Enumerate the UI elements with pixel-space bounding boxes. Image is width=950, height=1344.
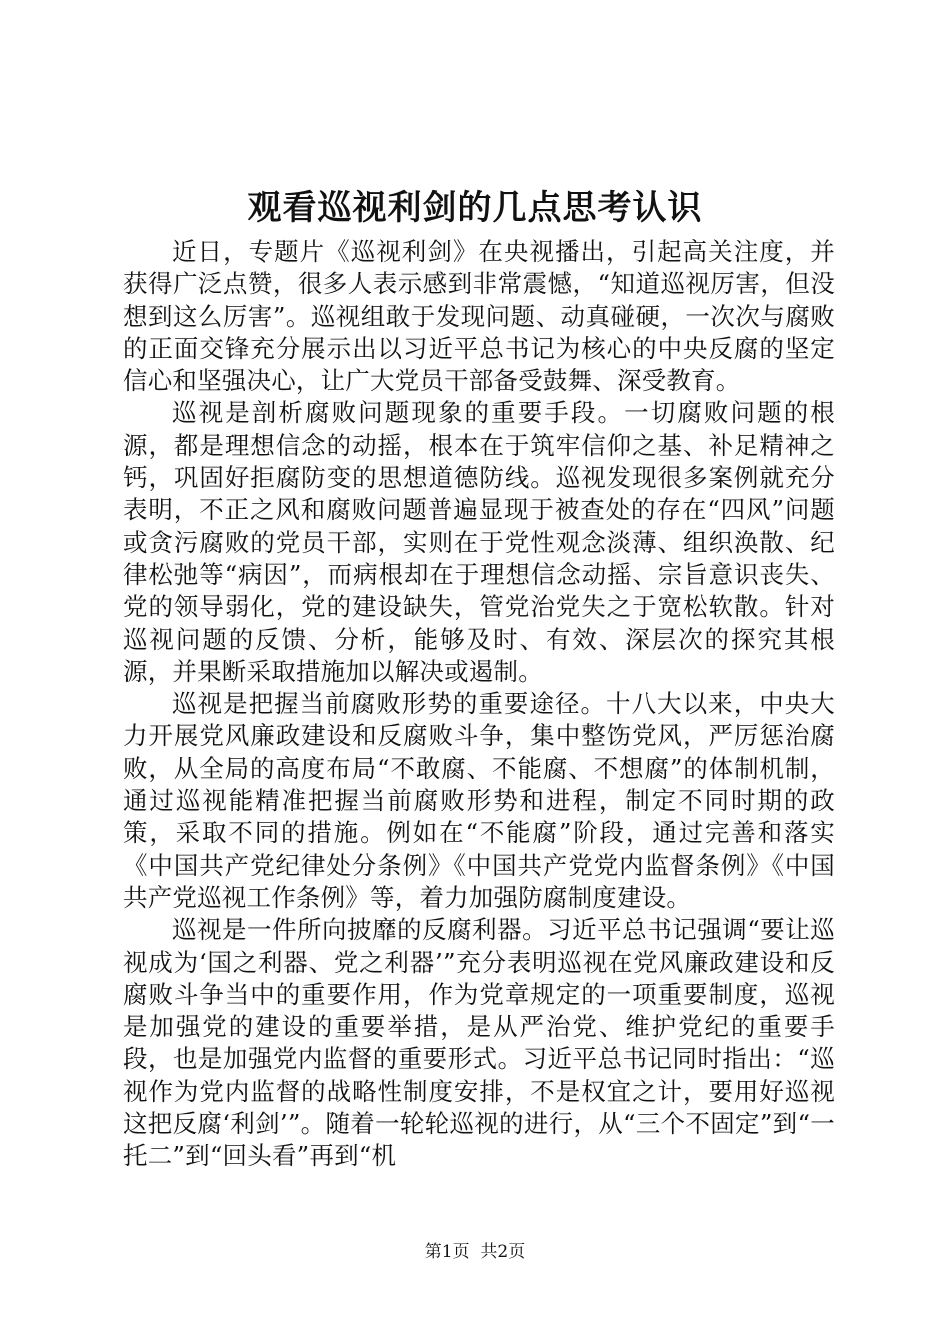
paragraph-1: 近日，专题片《巡视利剑》在央视播出，引起高关注度，并获得广泛点赞，很多人表示感到非常震憾，“知道巡视厉害，但没想到这么厉害”。巡视组敢于发现问题、动真碰硬，一次次与腐败的正面交锋充分展示出以习近平总书记为核心的中央反腐的坚定信心和坚强决心，让广大党员干部备受鼓舞、深受教育。 bbox=[123, 237, 835, 396]
document-body bbox=[123, 236, 835, 1173]
page-total: 共2页 bbox=[480, 1242, 526, 1262]
page-footer bbox=[0, 1240, 950, 1264]
paragraph-3: 巡视是把握当前腐败形势的重要途径。十八大以来，中央大力开展党风廉政建设和反腐败斗争，集中整饬党风，严厉惩治腐败，从全局的高度布局“不敢腐、不能腐、不想腐”的体制机制，通过巡视能精准把握当前腐败形势和进程，制定不同时期的政策，采取不同的措施。例如在“不能腐”阶段，通过完善和落实《中国共产党纪律处分条例》《中国共产党党内监督条例》《中国共产党巡视工作条例》等，着力加强防腐制度建设。 bbox=[123, 689, 835, 912]
paragraph-2: 巡视是剖析腐败问题现象的重要手段。一切腐败问题的根源，都是理想信念的动摇，根本在于筑牢信仰之基、补足精神之钙，巩固好拒腐防变的思想道德防线。巡视发现很多案例就充分表明，不正之风和腐败问题普遍显现于被查处的存在“四风”问题或贪污腐败的党员干部，实则在于党性观念淡薄、组织涣散、纪律松弛等“病因”，而病根却在于理想信念动摇、宗旨意识丧失、党的领导弱化，党的建设缺失，管党治党失之于宽松软散。针对巡视问题的反馈、分析，能够及时、有效、深层次的探究其根源，并果断采取措施加以解决或遏制。 bbox=[123, 398, 835, 686]
document-title: 观看巡视利剑的几点思考认识 bbox=[247, 188, 703, 228]
page-number: 第1页 bbox=[424, 1242, 470, 1262]
paragraph-4: 巡视是一件所向披靡的反腐利器。习近平总书记强调“要让巡视成为‘国之利器、党之利器’”充分表明巡视在党风廉政建设和反腐败斗争当中的重要作用，作为党章规定的一项重要制度，巡视是加强党的建设的重要举措，是从严治党、维护党纪的重要手段，也是加强党内监督的重要形式。习近平总书记同时指出：“巡视作为党内监督的战略性制度安排，不是权宜之计，要用好巡视这把反腐‘利剑’”。随着一轮轮巡视的进行，从“三个不固定”到“一托二”到“回头看”再到“机 bbox=[123, 915, 835, 1171]
footer-separator bbox=[470, 1242, 481, 1262]
